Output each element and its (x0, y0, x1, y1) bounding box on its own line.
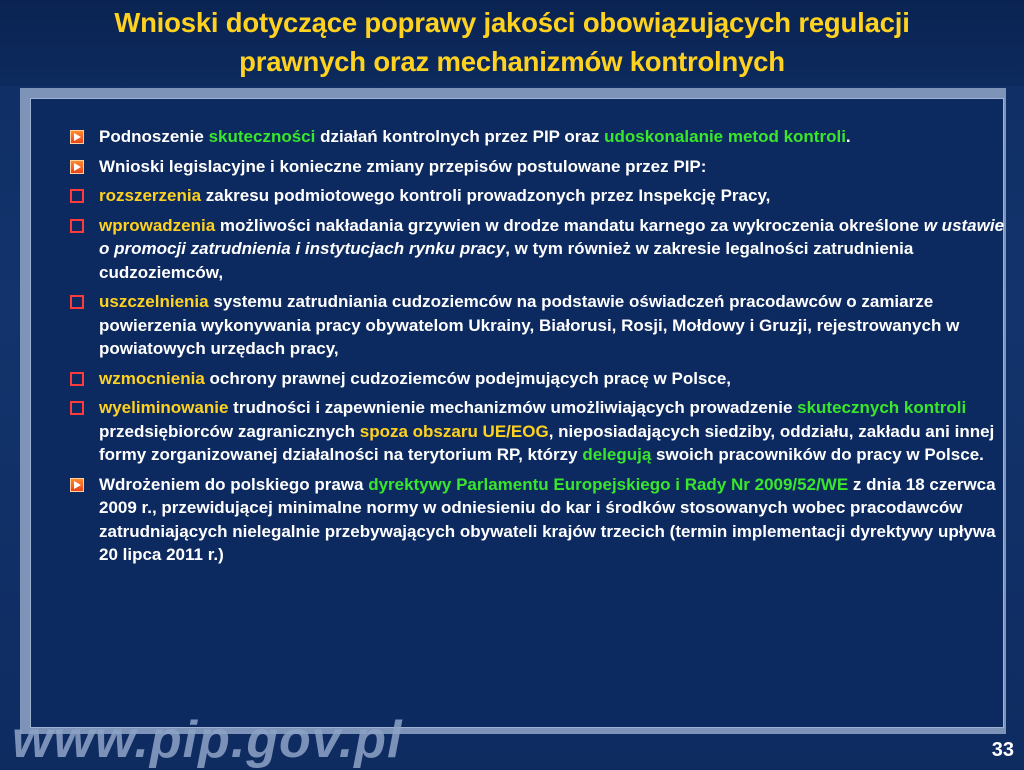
list-item (68, 125, 1008, 149)
list-item (68, 184, 1008, 208)
item-text-segment: , w tym również w zakresie legalności zatrudnienia cudzoziemców, (99, 239, 914, 282)
item-text-segment: Podnoszenie (99, 127, 209, 146)
arrow-icon (70, 130, 84, 144)
title-bar (0, 0, 1024, 86)
checkbox-icon (70, 219, 84, 233)
item-text-segment: ochrony prawnej cudzoziemców podejmujących pracę w Polsce, (204, 368, 732, 388)
item-text-segment: skuteczności (208, 127, 316, 146)
item-text-segment: trudności i zapewnienie mechanizmów umożliwiających prowadzenie (228, 398, 798, 417)
item-text-segment: systemu zatrudniania cudzoziemców na podstawie oświadczeń pracodawców o zamiarze powierzenia wykonywania pracy obywatelom Ukrainy, Białorusi, Rosji, Mołdowy i Gruzji, rejestrowanych w powiatowych urzędach pracy, (99, 292, 960, 358)
list-item (68, 367, 1008, 391)
item-text-segment: delegują (582, 445, 652, 464)
arrow-icon (70, 160, 84, 174)
item-text-segment: przedsiębiorców zagranicznych (99, 421, 360, 441)
slide-title (0, 3, 1024, 81)
list-item (68, 214, 1008, 285)
item-text-segment: Wdrożeniem do polskiego prawa (99, 474, 369, 494)
checkbox-icon (70, 401, 84, 415)
checkbox-icon (70, 189, 84, 203)
checkbox-icon (70, 295, 84, 309)
item-text-segment: , nieposiadających siedziby, oddziału, zakładu ani innej formy zorganizowanej działalności na terytorium RP, którzy (99, 421, 995, 464)
item-text-segment: z dnia 18 czerwca 2009 r., przewidującej minimalne normy w odniesieniu do kar i środków stosowanych wobec pracodawców zatrudniających nielegalnie przebywających obywateli krajów trzecich (termin implementacji dyrektywy upływa 20 lipca 2011 r.) (99, 474, 996, 564)
checkbox-icon (70, 372, 84, 386)
item-text-segment: rozszerzenia (99, 186, 202, 205)
list-item (68, 155, 1008, 179)
item-text-segment: wzmocnienia (99, 368, 205, 388)
item-text-segment: dyrektywy Parlamentu Europejskiego i Rady Nr 2009/52/WE (368, 474, 849, 494)
item-text-segment: możliwości nakładania grzywien w drodze mandatu karnego za wykroczenia określone (215, 215, 924, 235)
item-text-segment: w ustawie o promocji zatrudnienia i instytucjach rynku pracy (99, 215, 1005, 258)
item-text-segment: skutecznych kontroli (797, 398, 967, 417)
bullet-list (68, 125, 1008, 573)
item-text-segment: zakresu podmiotowego kontroli prowadzonych przez Inspekcję Pracy, (201, 186, 771, 205)
slide-title-line-1: Wnioski dotyczące poprawy jakości obowiązujących regulacji (114, 7, 910, 38)
item-text-segment: udoskonalanie metod kontroli (604, 127, 846, 146)
item-text-segment: wprowadzenia (99, 215, 216, 235)
item-text-segment: wyeliminowanie (99, 398, 229, 417)
item-text-segment: spoza obszaru UE/EOG (359, 421, 549, 441)
item-text-segment: . (845, 127, 851, 146)
list-item (68, 473, 1008, 567)
item-text-segment: działań kontrolnych przez PIP oraz (315, 127, 605, 146)
item-text-segment: swoich pracowników do pracy w Polsce. (651, 445, 984, 464)
arrow-icon (70, 478, 84, 492)
list-item (68, 290, 1008, 361)
list-item (68, 396, 1008, 467)
item-text-segment: uszczelnienia (99, 292, 209, 311)
page-number: 33 (991, 739, 1014, 761)
slide-title-line-2: prawnych oraz mechanizmów kontrolnych (239, 46, 785, 77)
item-text-segment: Wnioski legislacyjne i konieczne zmiany przepisów postulowane przez PIP: (99, 156, 707, 176)
footer-url-watermark: www.pip.gov.pl (12, 711, 403, 769)
